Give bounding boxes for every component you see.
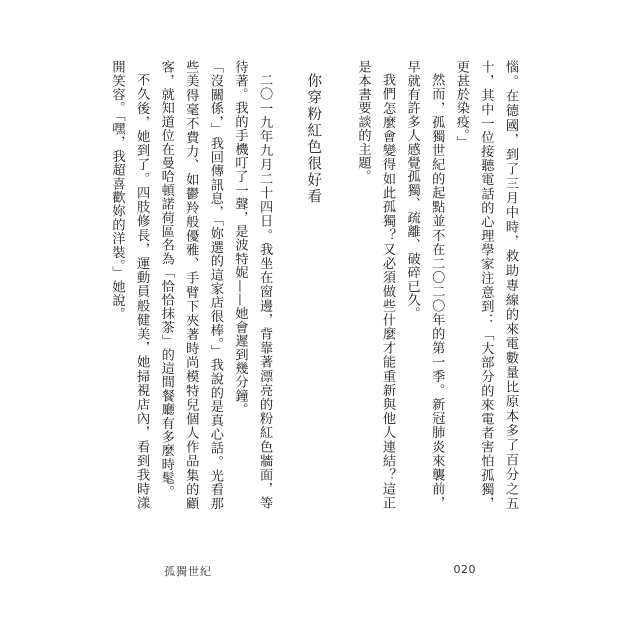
section-paragraph-1: 二〇一九年九月二十四日。我坐在窗邊，背靠著漂亮的粉紅色牆面，等待著。我的手機叮了一聲，是波特妮——她會遲到幾分鐘。 [232,60,273,510]
section-paragraph-2: 「沒關係，」我回傳訊息，「妳選的這家店很棒。」我說的是真心話。光看那些美得毫不費力、如鬱羚般優雅、手臂下夾著時尚模特兒個人作品集的顧客，就知道位在曼哈頓諾荷區名為「恰恰抹茶」的這間餐廳有多麼時髦。 [158,60,223,510]
section-paragraph-3: 不久後，她到了。四肢修長，運動員般健美，她掃視店內，看到我時漾開笑容。「嘿，我超喜歡妳的洋裝。」她說。 [109,60,150,510]
body-paragraph-3: 我們怎麼會變得如此孤獨？又必須做些什麼才能重新與他人連結？這正是本書要談的主題。 [355,60,396,510]
body-text [102,60,522,510]
page-number: 020 [453,563,476,576]
body-paragraph-1: 惱。在德國，到了三月中時，救助專線的來電數量比原本多了百分之五十，其中一位接聽電話的心理學家注意到：「大部分的來電者害怕孤獨，更甚於染疫。」 [453,60,518,510]
page-footer [164,563,476,579]
section-gap [325,60,350,510]
section-gap-after-title [276,60,301,510]
running-title: 孤獨世紀 [164,565,212,578]
body-paragraph-2: 然而，孤獨世紀的起點並不在二〇二〇年的第一季。新冠肺炎來襲前，早就有許多人感覺孤獨、疏離、破碎已久。 [404,60,445,510]
section-title: 你穿粉紅色很好看 [305,73,322,205]
